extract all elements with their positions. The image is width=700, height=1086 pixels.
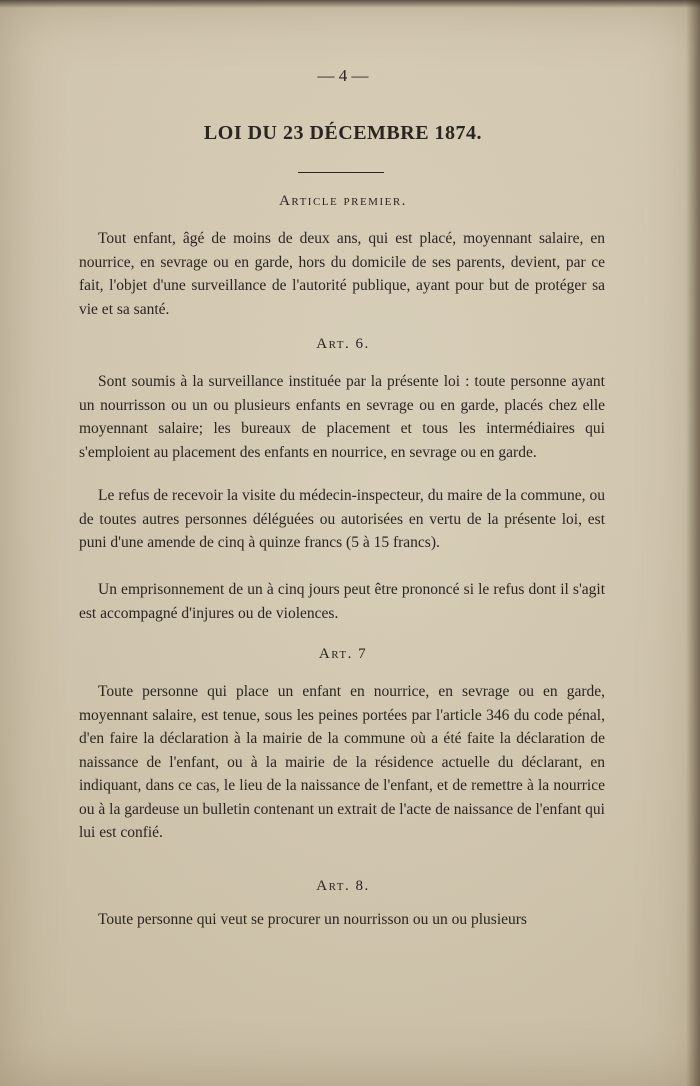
article-7-paragraph: Toute personne qui place un enfant en nourrice, en sevrage ou en garde, moyennant salaire, est tenue, sous les peines portées par l'article 346 du code pénal, d'en faire la déclaration à la mairie de la commune où a été faite la déclaration de naissance de l'enfant, ou à la mairie de la résidence actuelle du déclarant, en indiquant, dans ce cas, le lieu de la naissance de l'enfant, et de remettre à la nourrice ou à la gardeuse un bulletin contenant un extrait de l'acte de naissance de l'enfant qui lui est confié. xyxy=(79,683,605,841)
article-heading-6: Art. 6. xyxy=(316,336,370,352)
page-top-edge xyxy=(0,0,700,8)
law-title: LOI DU 23 DÉCEMBRE 1874. xyxy=(203,122,483,144)
article-premier-paragraph: Tout enfant, âgé de moins de deux ans, qui est placé, moyennant salaire, en nourrice, en sevrage ou en garde, hors du domicile de ses parents, devient, par ce fait, l'objet d'une surveillance de l'autorité publique, ayant pour but de protéger sa vie et sa santé. xyxy=(79,230,605,318)
page-number: — 4 — xyxy=(317,66,369,85)
article-6-paragraph-2: Le refus de recevoir la visite du médecin-inspecteur, du maire de la commune, ou de toutes autres personnes déléguées ou autorisées en vertu de la présente loi, est puni d'une amende de cinq à quinze francs (5 à 15 francs). xyxy=(79,487,605,551)
article-heading-8: Art. 8. xyxy=(316,878,370,894)
title-divider xyxy=(298,172,384,173)
binding-shadow xyxy=(686,0,700,1086)
article-8-paragraph: Toute personne qui veut se procurer un nourrisson ou un ou plusieurs xyxy=(98,911,527,928)
article-6-paragraph-1: Sont soumis à la surveillance instituée par la présente loi : toute personne ayant un nourrisson ou un ou plusieurs enfants en sevrage ou en garde, placés chez elle moyennant salaire; les bureaux de placement et tous les intermédiaires qui s'emploient au placement des enfants en nourrice, en sevrage ou en garde. xyxy=(79,373,605,461)
article-6-paragraph-3: Un emprisonnement de un à cinq jours peut être prononcé si le refus dont il s'agit est accompagné d'injures ou de violences. xyxy=(79,581,605,622)
article-heading-premier: Article premier. xyxy=(279,193,407,209)
article-heading-7: Art. 7 xyxy=(318,646,368,662)
